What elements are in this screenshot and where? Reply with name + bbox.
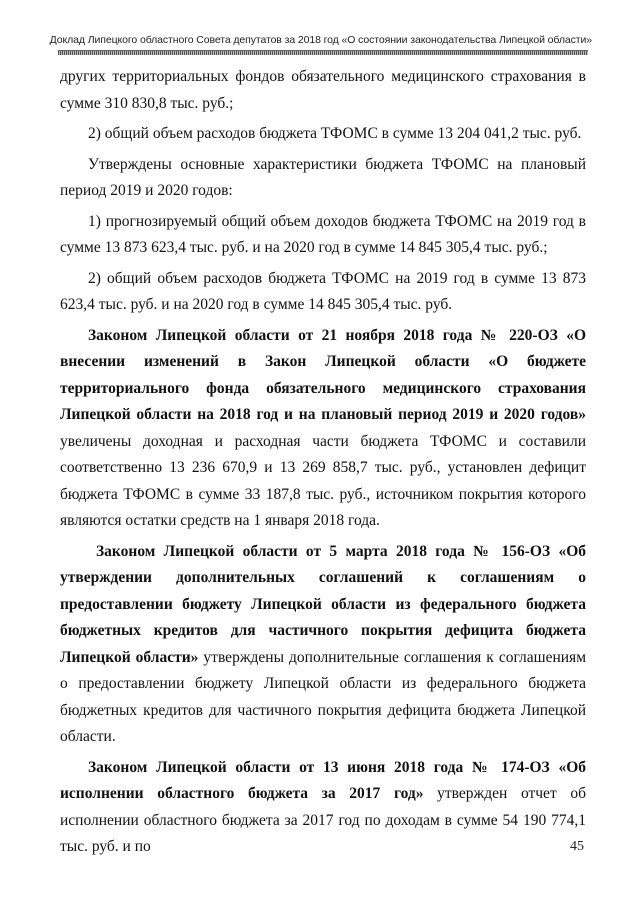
page-body [60,64,586,865]
header-rule [58,50,588,55]
paragraph [60,209,586,262]
paragraph [60,755,586,861]
paragraph [60,121,586,148]
law-citation: Законом Липецкой области от 21 ноября 2018 года № 220-ОЗ «О внесении изменений в Закон Липецкой области «О бюджете территориального фонда обязательного медицинского страхования Липецкой области на 2018 год и на плановый период 2019 и 2020 годов» [60,326,586,423]
law-citation: Законом Липецкой области от 5 марта 2018 года № 156-ОЗ «Об утверждении дополнительных соглашений к соглашениям о предоставлении бюджету Липецкой области из федерального бюджета бюджетных кредитов для частичного покрытия дефицита бюджета Липецкой области» [60,542,586,666]
paragraph-text: Утверждены основные характеристики бюджета ТФОМС на плановый период 2019 и 2020 годов: [60,155,586,199]
paragraph [60,64,586,117]
running-header: Доклад Липецкого областного Совета депутатов за 2018 год «О состоянии законодательства Липецкой области» [49,34,592,46]
paragraph-text: утвержден отчет об исполнении областного бюджета за 2017 год по доходам в сумме 54 190 774,1 тыс. руб. и по [60,785,586,855]
paragraph-text: других территориальных фондов обязательного медицинского страхования в сумме 310 830,8 тыс. руб.; [60,68,586,112]
law-citation: Законом Липецкой области от 13 июня 2018 года № 174-ОЗ «Об исполнении областного бюджета за 2017 год» [60,758,586,802]
paragraph [60,152,586,205]
page-number: 45 [570,839,584,854]
paragraph-text: 2) общий объем расходов бюджета ТФОМС в сумме 13 204 041,2 тыс. руб. [88,125,582,142]
paragraph-text: утверждены дополнительные соглашения к соглашениям о предоставлении бюджету Липецкой области из федерального бюджета бюджетных кредитов для частичного покрытия дефицита бюджета Липецкой области. [60,648,586,745]
paragraph [60,266,586,319]
paragraph [60,539,586,751]
paragraph-text: 1) прогнозируемый общий объем доходов бюджета ТФОМС на 2019 год в сумме 13 873 623,4 тыс. руб. и на 2020 год в сумме 14 845 305,4 тыс. руб.; [60,212,586,256]
paragraph-text: 2) общий объем расходов бюджета ТФОМС на 2019 год в сумме 13 873 623,4 тыс. руб. и на 2020 год в сумме 14 845 305,4 тыс. руб. [60,269,586,313]
paragraph-text: увеличены доходная и расходная части бюджета ТФОМС и составили соответственно 13 236 670,9 и 13 269 858,7 тыс. руб., установлен дефицит бюджета ТФОМС в сумме 33 187,8 тыс. руб., источником покрытия которого являются остатки средств на 1 января 2018 года. [60,432,586,529]
paragraph [60,323,586,535]
